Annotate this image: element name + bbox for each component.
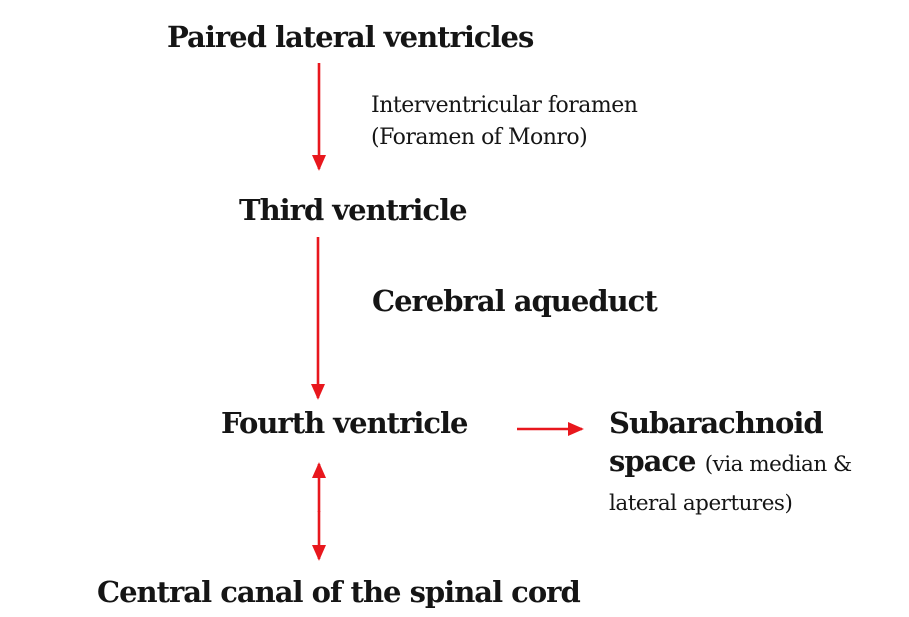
subarachnoid-space-label: Subarachnoid space xyxy=(609,406,823,479)
edge-label-cerebral-aqueduct: Cerebral aqueduct xyxy=(372,284,657,318)
node-subarachnoid-space xyxy=(609,404,887,519)
node-third-ventricle: Third ventricle xyxy=(239,193,467,227)
node-central-canal-of-spinal-cord: Central canal of the spinal cord xyxy=(97,575,580,609)
edge-label-interventricular-foramen xyxy=(371,90,637,154)
node-fourth-ventricle: Fourth ventricle xyxy=(221,406,468,440)
subarachnoid-space-note: (via median & lateral apertures) xyxy=(609,452,852,516)
node-paired-lateral-ventricles: Paired lateral ventricles xyxy=(167,20,534,54)
edge-label-line2: (Foramen of Monro) xyxy=(371,125,588,150)
edge-label-line1: Interventricular foramen xyxy=(371,93,638,118)
